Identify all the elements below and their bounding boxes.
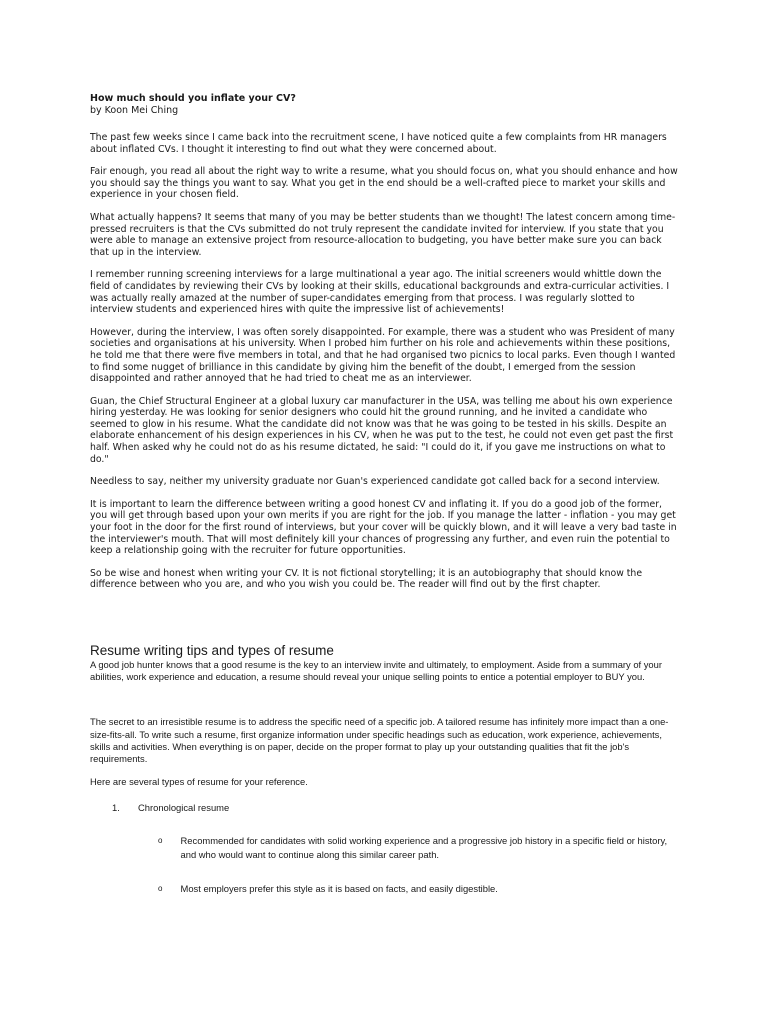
bullet-text: Most employers prefer this style as it is based on facts, and easily digestible.: [180, 883, 498, 895]
article-paragraph: What actually happens? It seems that many of you may be better students than we thought! The latest concern among time-pressed recruiters is that the CVs submitted do not truly represent the candidate invited for interview. If you state that you were able to manage an extensive project from resource-allocation to budgeting, you have better make sure you can back that up in the interview.: [90, 211, 676, 258]
article-paragraph: However, during the interview, I was often sorely disappointed. For example, there was a student who was President of many societies and organisations at his university. When I probed him further on his role and achievements within these positions, he told me that there were five members in total, and that he had organised two picnics to local parks. Even though I wanted to find some nugget of brilliance in this candidate by giving him the benefit of the doubt, I emerged from the session disappointed and rather annoyed that he had tried to cheat me as an interviewer.: [90, 326, 676, 385]
article-paragraph: The past few weeks since I came back into the recruitment scene, I have noticed quite a few complaints from HR managers about inflated CVs. I thought it interesting to find out what they were concerned about.: [90, 132, 667, 155]
article-paragraph: Needless to say, neither my university graduate nor Guan's experienced candidate got called back for a second interview.: [90, 476, 660, 488]
document-page: [90, 93, 680, 896]
article-paragraph: So be wise and honest when writing your CV. It is not fictional storytelling; it is an autobiography that should know the difference between who you are, and who you wish you could be. The reader will find out by the first chapter.: [90, 567, 643, 591]
article-title: How much should you inflate your CV?: [90, 93, 296, 104]
bullet-item: [158, 882, 680, 896]
bullet-item: [158, 834, 680, 862]
article-paragraph: I remember running screening interviews for a large multinational a year ago. The initial screeners would whittle down the field of candidates by reviewing their CVs by looking at their skills, educational backgrounds and extra-curricular activities. I was actually really amazed at the number of super-candidates emerging from that process. I was regularly slotted to interview students and experienced hires with quite the impressive list of achievements!: [90, 269, 670, 316]
list-number: 1.: [112, 802, 120, 814]
article-paragraph: It is important to learn the difference between writing a good honest CV and inflating it. If you do a good job of the former, you will get through based upon your own merits if you are right for the job. If you manage the latter - inflation - you may get your foot in the door for the first round of interviews, but your cover will be quickly blown, and it will leave a very bad taste in the interviewer's mouth. That will most definitely kill your chances of progressing any further, and even ruin the potential to keep a relationship going with the recruiter for future opportunities.: [90, 498, 677, 557]
types-intro: Here are several types of resume for your reference.: [90, 776, 308, 788]
section-paragraph: The secret to an irresistible resume is to address the specific need of a specific job. A tailored resume has infinitely more impact than a one-size-fits-all. To write such a resume, first organize information under specific headings such as education, work experience, achievements, skills and activities. When everything is on paper, decide on the proper format to play up your outstanding qualities that fit the job's requirements.: [90, 716, 669, 765]
bullet-icon: o: [158, 884, 163, 894]
bullet-icon: o: [158, 836, 163, 846]
article-byline: by Koon Mei Ching: [90, 105, 179, 116]
numbered-list-item: [112, 802, 680, 814]
section-heading: Resume writing tips and types of resume: [90, 643, 334, 658]
article-paragraph: Fair enough, you read all about the right way to write a resume, what you should focus on, what you should enhance and how you should say the things you want to say. What you get in the end should be a well-crafted piece to market your skills and experience in your chosen field.: [90, 166, 678, 201]
bullet-text: Recommended for candidates with solid working experience and a progressive job history in a specific field or history, and who would want to continue along this similar career path.: [180, 835, 668, 861]
section-intro: A good job hunter knows that a good resume is the key to an interview invite and ultimately, to employment. Aside from a summary of your abilities, work experience and education, a resume should reveal your unique selling points to entice a potential employer to BUY you.: [90, 659, 662, 683]
article-paragraph: Guan, the Chief Structural Engineer at a global luxury car manufacturer in the USA, was telling me about his own experience hiring yesterday. He was looking for senior designers who could hit the ground running, and he invited a candidate who seemed to glow in his resume. What the candidate did not know was that he was going to be tested in his skills. Despite an elaborate enhancement of his design experiences in his CV, when he was put to the test, he could not even get past the first half. When asked why he could not do as his resume dictated, he said: "I could do it, if you gave me instructions on what to do.": [90, 395, 674, 465]
list-item-label: Chronological resume: [138, 802, 230, 814]
